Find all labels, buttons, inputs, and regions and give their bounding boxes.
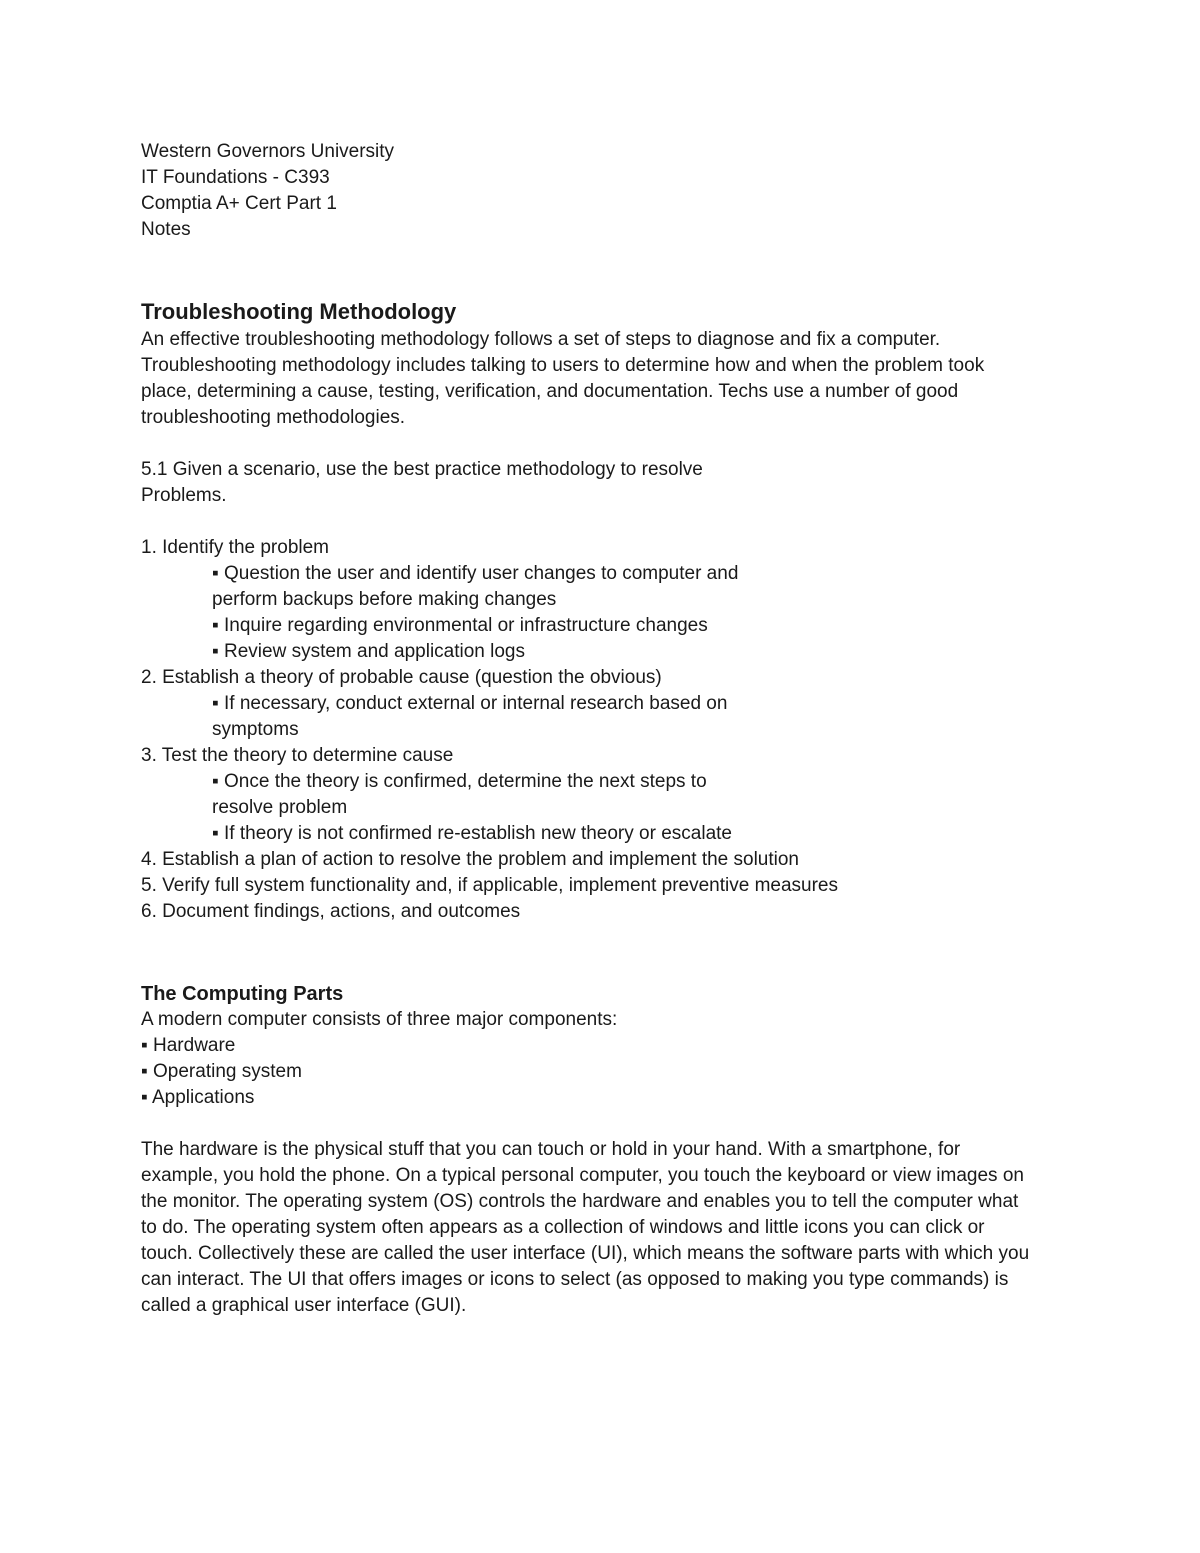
computing-parts-heading: The Computing Parts: [141, 983, 344, 1005]
components-list: [141, 1033, 1071, 1111]
step-label: 2. Establish a theory of probable cause (question the obvious): [141, 667, 662, 688]
sub-bullet: ▪ Question the user and identify user changes to computer and: [212, 563, 739, 584]
sub-bullet-continuation: symptoms: [212, 719, 299, 740]
troubleshooting-intro: [141, 327, 1071, 431]
sub-bullet: ▪ If theory is not confirmed re-establish new theory or escalate: [212, 823, 732, 844]
troubleshooting-heading: Troubleshooting Methodology: [141, 299, 457, 324]
list-item: [141, 847, 1071, 873]
list-item: ▪ Hardware: [141, 1035, 236, 1056]
paragraph-line: example, you hold the phone. On a typical personal computer, you touch the keyboard or view images on: [141, 1165, 1024, 1186]
list-item: [141, 873, 1071, 899]
hardware-paragraph: [141, 1137, 1071, 1319]
sub-bullet-continuation: resolve problem: [212, 797, 348, 818]
list-item: [141, 535, 1071, 665]
methodology-steps-list: [141, 535, 1071, 925]
sub-bullet-continuation: perform backups before making changes: [212, 589, 557, 610]
sub-bullet: ▪ Inquire regarding environmental or infrastructure changes: [212, 615, 708, 636]
objective-statement: [141, 457, 1071, 509]
header-line-institution: Western Governors University: [141, 141, 395, 162]
header-line-course: IT Foundations - C393: [141, 167, 330, 188]
sub-bullet: ▪ Review system and application logs: [212, 641, 525, 662]
step-label: 1. Identify the problem: [141, 537, 329, 558]
sub-bullet: ▪ Once the theory is confirmed, determine the next steps to: [212, 771, 707, 792]
paragraph-line: Troubleshooting methodology includes talking to users to determine how and when the problem took: [141, 355, 985, 376]
paragraph-line: the monitor. The operating system (OS) controls the hardware and enables you to tell the computer what: [141, 1191, 1019, 1212]
paragraph-line: can interact. The UI that offers images or icons to select (as opposed to making you type commands) is: [141, 1269, 1009, 1290]
header-line-certification: Comptia A+ Cert Part 1: [141, 193, 337, 214]
sub-bullet: ▪ If necessary, conduct external or internal research based on: [212, 693, 728, 714]
paragraph-line: touch. Collectively these are called the user interface (UI), which means the software parts with which you: [141, 1243, 1030, 1264]
document-content: [141, 139, 1071, 1319]
paragraph-line: 5.1 Given a scenario, use the best practice methodology to resolve: [141, 459, 703, 480]
document-header: [141, 139, 1071, 243]
list-item: [141, 899, 1071, 925]
step-sublist: [141, 561, 1071, 665]
paragraph-line: troubleshooting methodologies.: [141, 407, 406, 428]
step-label: 5. Verify full system functionality and, if applicable, implement preventive measures: [141, 875, 838, 896]
list-item: [141, 665, 1071, 743]
paragraph-line: place, determining a cause, testing, verification, and documentation. Techs use a number of good: [141, 381, 959, 402]
paragraph-line: The hardware is the physical stuff that you can touch or hold in your hand. With a smartphone, for: [141, 1139, 961, 1160]
paragraph-line: called a graphical user interface (GUI).: [141, 1295, 467, 1316]
step-sublist: [141, 769, 1071, 847]
list-item: [141, 743, 1071, 847]
paragraph-line: to do. The operating system often appears as a collection of windows and little icons you can click or: [141, 1217, 985, 1238]
paragraph-line: An effective troubleshooting methodology follows a set of steps to diagnose and fix a computer.: [141, 329, 941, 350]
list-item: ▪ Applications: [141, 1087, 255, 1108]
paragraph-line: Problems.: [141, 485, 227, 506]
computing-parts-intro: A modern computer consists of three major components:: [141, 1009, 618, 1030]
step-label: 3. Test the theory to determine cause: [141, 745, 454, 766]
step-sublist: [141, 691, 1071, 743]
step-label: 4. Establish a plan of action to resolve the problem and implement the solution: [141, 849, 799, 870]
list-item: ▪ Operating system: [141, 1061, 302, 1082]
step-label: 6. Document findings, actions, and outcomes: [141, 901, 521, 922]
header-line-notes: Notes: [141, 219, 191, 240]
